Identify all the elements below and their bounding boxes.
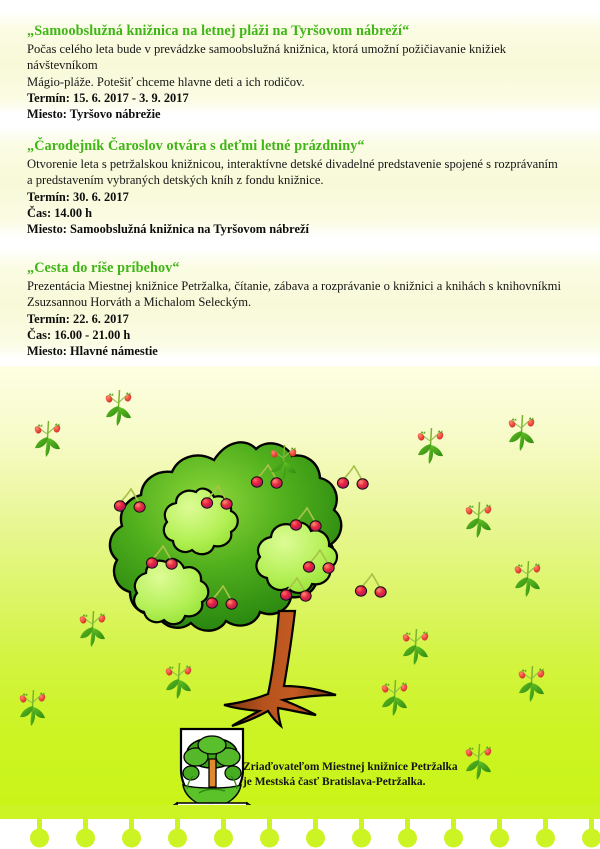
event-termin: Termín: 30. 6. 2017 <box>27 189 129 204</box>
event-description-line-1: Prezentácia Miestnej knižnice Petržalka, čítanie, zábava a rozprávanie o knižnici a knihách s knihovníkmi <box>27 279 561 293</box>
event-description-line-1: Otvorenie leta s petržalskou knižnicou, interaktívne detské divadelné predstavenie spojené s rozprávaním <box>27 157 558 171</box>
fringe-dots <box>30 817 600 848</box>
event-block-3 <box>0 249 600 359</box>
event-title: „Samoobslužná knižnica na letnej pláži na Tyršovom nábreží“ <box>27 23 410 39</box>
tree-trunk <box>224 611 336 726</box>
event-description-line-2: Mágio-pláže. Potešiť chceme hlavne deti a ich rodičov. <box>27 74 305 89</box>
illustration-area <box>0 366 600 811</box>
event-description-line-1: Počas celého leta bude v prevádzke samoobslužná knižnica, ktorá umožní požičiavanie knižiek návštevníkom <box>27 42 507 73</box>
credit-line-1: Zriaďovateľom Miestnej knižnice Petržalka <box>243 761 458 773</box>
event-block-1 <box>0 12 600 122</box>
events-area <box>0 0 600 366</box>
event-cas: Čas: 16.00 - 21.00 h <box>27 327 131 342</box>
petrzalka-coat-of-arms <box>171 729 253 811</box>
event-title: „Čarodejník Čaroslov otvára s deťmi letné prázdniny“ <box>27 138 365 154</box>
event-miesto: Miesto: Tyršovo nábrežie <box>27 107 161 122</box>
event-miesto: Miesto: Samoobslužná knižnica na Tyršovom nábreží <box>27 222 309 237</box>
tree-canopy <box>110 442 341 630</box>
cherry-tree-illustration <box>0 366 600 811</box>
event-termin: Termín: 22. 6. 2017 <box>27 311 129 326</box>
bottom-fringe <box>0 805 600 849</box>
fringe-svg <box>0 805 600 849</box>
event-cas: Čas: 14.00 h <box>27 205 93 220</box>
event-description-line-2: Zsuzsannou Horváth a Michalom Seleckým. <box>27 295 252 310</box>
event-block-2 <box>0 127 600 237</box>
event-termin: Termín: 15. 6. 2017 - 3. 9. 2017 <box>27 90 189 105</box>
event-title: „Cesta do ríše príbehov“ <box>27 260 180 276</box>
event-miesto: Miesto: Hlavné námestie <box>27 344 158 359</box>
event-description-line-2: a predstavením vybraných detských kníh z fondu knižnice. <box>27 173 324 188</box>
credit-line-2: je Mestská časť Bratislava-Petržalka. <box>243 776 426 789</box>
credit-text <box>243 760 503 790</box>
